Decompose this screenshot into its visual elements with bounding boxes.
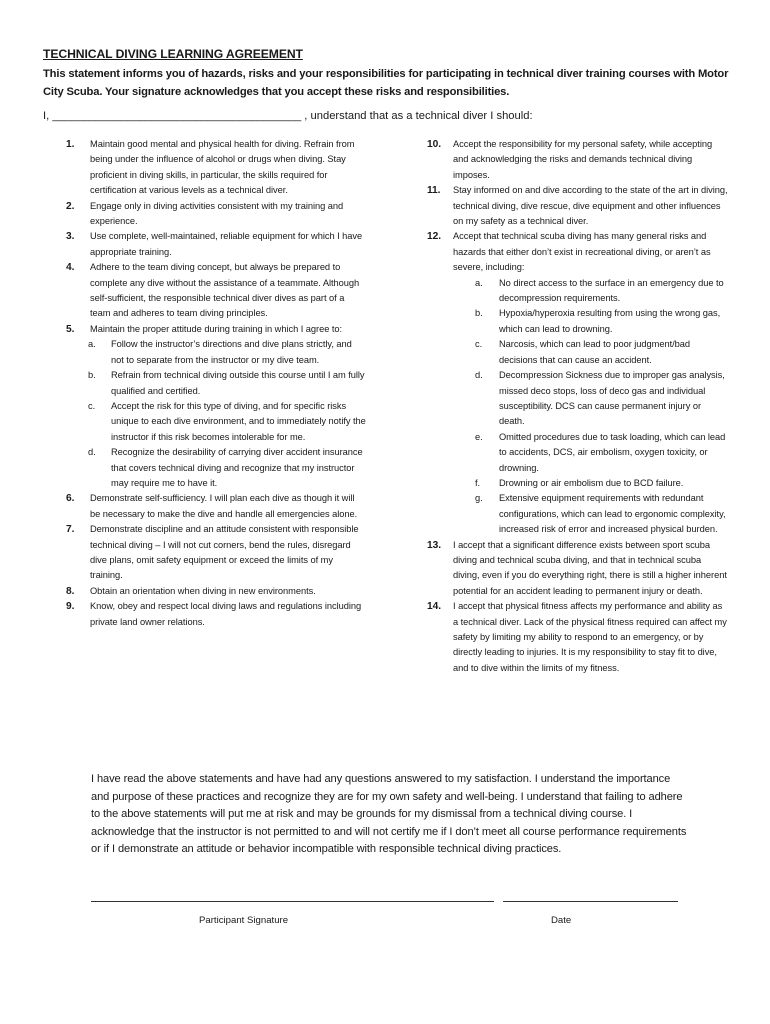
agreement-item: [427, 183, 729, 229]
item-number: 5.: [66, 323, 75, 335]
date-label: Date: [551, 915, 572, 926]
item-text: Adhere to the team diving concept, but always be prepared to complete any dive without the assistance of a teammate. Although self-sufficient, the responsible technical diver dives as part of a team and adheres to team diving principles.: [90, 262, 360, 319]
agreement-item: [66, 229, 366, 260]
item-text: Know, obey and respect local diving laws and regulations including private land owner relations.: [90, 601, 362, 627]
agreement-item: [66, 260, 366, 322]
item-number: 14.: [427, 601, 442, 613]
agreement-item: [66, 522, 366, 584]
sub-item-text: Accept the risk for this type of diving, and for specific risks unique to each dive environment, and to immediately notify the instructor if this risk becomes intolerable for me.: [111, 400, 366, 442]
sub-item-text: Hypoxia/hyperoxia resulting from using the wrong gas, which can lead to drowning.: [499, 308, 721, 334]
agreement-item: [66, 584, 366, 599]
item-text: Demonstrate self-sufficiency. I will plan each dive as though it will be necessary to make the dive and handle all emergencies alone.: [90, 493, 358, 519]
item-number: 1.: [66, 139, 75, 150]
sub-item-letter: e.: [475, 431, 483, 442]
date-line[interactable]: [503, 901, 678, 902]
item-text: Use complete, well-maintained, reliable equipment for which I have appropriate training.: [90, 231, 363, 257]
item-text: Maintain good mental and physical health for diving. Refrain from being under the influence of alcohol or drugs when diving. Stay proficient in diving skills, in particular, the skills required for certification at various levels as a technical diver.: [90, 139, 355, 196]
left-column: [66, 137, 366, 630]
item-text: Accept that technical scuba diving has many general risks and hazards that either don’t exist in recreational diving, or aren’t as severe, including:: [453, 231, 711, 273]
sub-item: [66, 368, 366, 399]
sub-item: [427, 337, 729, 368]
sub-item-text: Extensive equipment requirements with redundant configurations, which can lead to ergonomic complexity, increased risk of error and increased physical burden.: [499, 493, 726, 535]
agreement-item: [66, 491, 366, 522]
item-number: 11.: [427, 185, 441, 197]
sub-item-text: No direct access to the surface in an emergency due to decompression requirements.: [499, 277, 724, 304]
sub-item-letter: f.: [475, 477, 481, 488]
intro-statement: This statement informs you of hazards, risks and your responsibilities for participating in technical diver training courses with Motor City Scuba. Your signature acknowledges that you accept these risks and responsibilities.: [43, 68, 729, 98]
sub-item-letter: a.: [88, 339, 96, 350]
item-number: 10.: [427, 139, 442, 150]
sub-item: [427, 491, 729, 537]
item-text: Accept the responsibility for my personal safety, while accepting and acknowledging the risks and demands technical diving imposes.: [453, 139, 713, 180]
sub-item-letter: g.: [475, 493, 483, 504]
sub-item-text: Refrain from technical diving outside this course until I am fully qualified and certified.: [111, 370, 365, 396]
agreement-item: [66, 137, 366, 199]
agreement-item: [427, 538, 729, 600]
agreement-item: [427, 137, 729, 183]
item-number: 9.: [66, 601, 75, 613]
sub-item-letter: c.: [475, 339, 483, 350]
sub-item-letter: d.: [88, 447, 96, 458]
sub-item-letter: b.: [88, 370, 96, 381]
agreement-item: [66, 322, 366, 337]
signature-line[interactable]: [91, 901, 494, 902]
item-text: Demonstrate discipline and an attitude consistent with responsible technical diving – I will not cut corners, bend the rules, disregard dive plans, omit safety equipment or exceed the limits of my training.: [90, 524, 359, 581]
sub-item-letter: b.: [475, 308, 483, 319]
sub-item: [66, 445, 366, 491]
sub-item: [66, 337, 366, 368]
sub-item-text: Recognize the desirability of carrying diver accident insurance that covers technical diving and recognize that my instructor may require me to have it.: [111, 447, 363, 488]
sub-item: [427, 368, 729, 430]
sub-item: [427, 430, 729, 476]
sub-item: [427, 306, 729, 337]
sub-item-text: Decompression Sickness due to improper gas analysis, missed deco stops, loss of deco gas and individual susceptibility. DCS can cause permanent injury or death.: [499, 370, 725, 427]
item-text: Maintain the proper attitude during training in which I agree to:: [90, 323, 343, 334]
item-text: Obtain an orientation when diving in new environments.: [90, 585, 316, 596]
item-number: 4.: [66, 262, 75, 274]
item-number: 12.: [427, 231, 442, 243]
item-text: Stay informed on and dive according to the state of the art in diving, technical diving, dive rescue, dive equipment and other influences on my safety as a technical diver.: [453, 185, 728, 227]
item-text: I accept that a significant difference exists between sport scuba diving and technical scuba diving, and that in technical scuba diving, even if you do everything right, there is still a higher inherent potential for an accident leading to permanent injury or death.: [453, 539, 727, 596]
sub-item-letter: a.: [475, 277, 483, 288]
agreement-item: [427, 599, 729, 676]
signature-label: Participant Signature: [199, 915, 289, 926]
sub-item-letter: c.: [88, 400, 96, 411]
sub-item-text: Drowning or air embolism due to BCD failure.: [499, 477, 684, 488]
agreement-item: [427, 229, 729, 275]
sub-item: [66, 399, 366, 445]
document-title: TECHNICAL DIVING LEARNING AGREEMENT: [43, 47, 303, 61]
right-column: [427, 137, 729, 676]
agreement-item: [66, 599, 366, 630]
item-number: 13.: [427, 539, 442, 551]
sub-item: [427, 476, 729, 491]
item-number: 3.: [66, 231, 75, 243]
sub-item-text: Narcosis, which can lead to poor judgment/bad decisions that can cause an accident.: [499, 339, 691, 365]
pledge-line[interactable]: I, ________________________________________ , understand that as a technical diver I should:: [43, 110, 533, 122]
item-text: I accept that physical fitness affects my performance and ability as a technical diver. Lack of the physical fitness required can affect my safety by limiting my ability to respond to an emergency, or by directly leading to injuries. It is my responsibility to stay fit to dive, and to dive within the limits of my fitness.: [453, 601, 727, 673]
item-number: 2.: [66, 200, 75, 212]
item-number: 8.: [66, 585, 75, 597]
item-number: 6.: [66, 493, 75, 505]
sub-item: [427, 276, 729, 307]
sub-item-letter: d.: [475, 370, 483, 381]
sub-item-text: Follow the instructor’s directions and dive plans strictly, and not to separate from the instructor or my dive team.: [111, 339, 352, 365]
item-text: Engage only in diving activities consistent with my training and experience.: [90, 200, 344, 227]
item-number: 7.: [66, 524, 75, 536]
sub-item-text: Omitted procedures due to task loading, which can lead to accidents, DCS, air embolism, oxygen toxicity, or drowning.: [499, 431, 726, 473]
agreement-item: [66, 199, 366, 230]
closing-acknowledgement: I have read the above statements and have had any questions answered to my satisfaction. I understand the importance and purpose of these practices and recognize they are for my own safety and well-being. I understand that failing to adhere to the above statements will put me at risk and may be grounds for my dismissal from a technical diving course. I acknowledge that the instructor is not permitted to and will not certify me if I don’t meet all course performance requirements or if I demonstrate an attitude or behavior incompatible with responsible technical diving practices.: [91, 773, 687, 856]
